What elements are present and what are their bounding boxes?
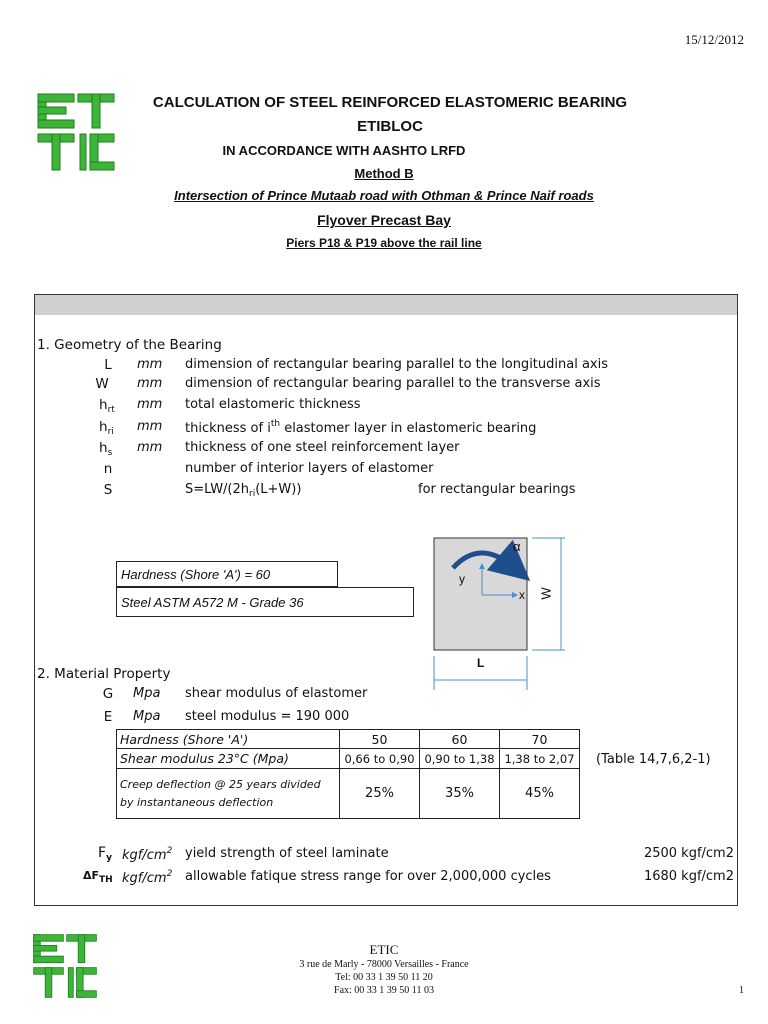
desc-E: steel modulus = 190 000 <box>185 709 350 724</box>
piers-label: Piers P18 & P19 above the rail line <box>286 236 482 250</box>
symbol-n: n <box>103 461 113 477</box>
material-heading: 2. Material Property <box>37 666 171 682</box>
table-row <box>117 749 580 769</box>
shear-70-cell: 1,38 to 2,07 <box>500 749 580 769</box>
creep-label-cell: Creep deflection @ 25 years divided by instantaneous deflection <box>117 769 340 819</box>
title-line-2: ETIBLOC <box>357 118 423 135</box>
footer-company: ETIC <box>369 942 399 957</box>
desc-Fy: yield strength of steel laminate <box>185 846 389 861</box>
creep-60-cell: 35% <box>420 769 500 819</box>
symbol-E: E <box>103 709 113 725</box>
footer-tel: Tel: 00 33 1 39 50 11 20 <box>335 972 433 983</box>
unit-hrt: mm <box>137 397 163 412</box>
x-label: x <box>519 588 525 602</box>
symbol-Fy: $F_y$ <box>98 845 112 863</box>
symbol-hs: $h_s$ <box>99 440 113 458</box>
unit-W: mm <box>137 376 163 391</box>
desc-n: number of interior layers of elastomer <box>185 461 434 476</box>
symbol-hrt: $h_{rt}$ <box>99 397 115 415</box>
desc-dF: allowable fatique stress range for over 2,000,000 cycles <box>185 869 551 884</box>
value-Fy: 2500 kgf/cm2 <box>643 846 734 861</box>
shape-factor-note: for rectangular bearings <box>418 482 576 497</box>
table-row <box>117 769 580 819</box>
symbol-L: L <box>104 357 112 373</box>
value-dF: 1680 kgf/cm2 <box>643 869 734 884</box>
unit-G: Mpa <box>133 686 161 701</box>
footer-address: 3 rue de Marly - 78000 Versailles - France <box>299 959 469 970</box>
hardness-70-cell: 70 <box>500 730 580 749</box>
document-date: 15/12/2012 <box>684 32 744 47</box>
l-label: L <box>477 656 485 670</box>
structure-name: Flyover Precast Bay <box>317 212 451 228</box>
method-label: Method B <box>354 166 414 181</box>
unit-dF: kgf/$cm^2$ <box>122 869 173 886</box>
table-row <box>117 730 580 749</box>
desc-hs: thickness of one steel reinforcement layer <box>185 440 460 455</box>
panel-header-band <box>35 295 737 315</box>
shear-50-cell: 0,66 to 0,90 <box>340 749 420 769</box>
unit-L: mm <box>137 357 163 372</box>
creep-50-cell: 25% <box>340 769 420 819</box>
desc-W: dimension of rectangular bearing parallel to the transverse axis <box>185 376 601 391</box>
project-name: Intersection of Prince Mutaab road with Othman & Prince Naif roads <box>174 188 594 203</box>
unit-E: Mpa <box>133 709 161 724</box>
steel-grade-box: Steel ASTM A572 M - Grade 36 <box>116 587 414 617</box>
page-number: 1 <box>739 985 744 996</box>
w-label: W <box>538 587 554 600</box>
hardness-50-cell: 50 <box>340 730 420 749</box>
desc-L: dimension of rectangular bearing parallel to the longitudinal axis <box>185 357 608 372</box>
symbol-W: W <box>95 376 109 392</box>
hardness-box: Hardness (Shore 'A') = 60 <box>116 561 338 587</box>
geometry-heading: 1. Geometry of the Bearing <box>37 337 222 353</box>
unit-Fy: kgf/$cm^2$ <box>122 846 173 863</box>
footer-fax: Fax: 00 33 1 39 50 11 03 <box>334 985 434 996</box>
symbol-hri: $h_{ri}$ <box>99 419 114 437</box>
table-reference: (Table 14,7,6,2-1) <box>596 752 711 767</box>
desc-G: shear modulus of elastomer <box>185 686 368 701</box>
shear-60-cell: 0,90 to 1,38 <box>420 749 500 769</box>
title-line-1: CALCULATION OF STEEL REINFORCED ELASTOMERIC BEARING <box>152 94 628 111</box>
hardness-label-cell: Hardness (Shore 'A') <box>117 730 340 749</box>
shear-label-cell: Shear modulus 23°C (Mpa) <box>117 749 340 769</box>
shape-factor-formula: $S=LW/(2h_{ri}(L+W))$ <box>185 482 302 499</box>
subtitle: IN ACCORDANCE WITH AASHTO LRFD <box>222 143 466 158</box>
alpha-label: α <box>513 539 521 554</box>
hardness-60-cell: 60 <box>420 730 500 749</box>
material-table <box>116 729 580 819</box>
symbol-dF: $\Delta F_{TH}$ <box>83 869 113 885</box>
creep-70-cell: 45% <box>500 769 580 819</box>
desc-hrt: total elastomeric thickness <box>185 397 361 412</box>
symbol-G: G <box>102 686 114 702</box>
unit-hri: mm <box>137 419 163 434</box>
symbol-S: S <box>103 482 113 498</box>
unit-hs: mm <box>137 440 163 455</box>
bearing-plan-diagram <box>425 530 565 692</box>
y-label: y <box>459 572 465 586</box>
desc-hri: thickness of $i^{th}$ elastomer layer in elastomeric bearing <box>185 419 537 436</box>
